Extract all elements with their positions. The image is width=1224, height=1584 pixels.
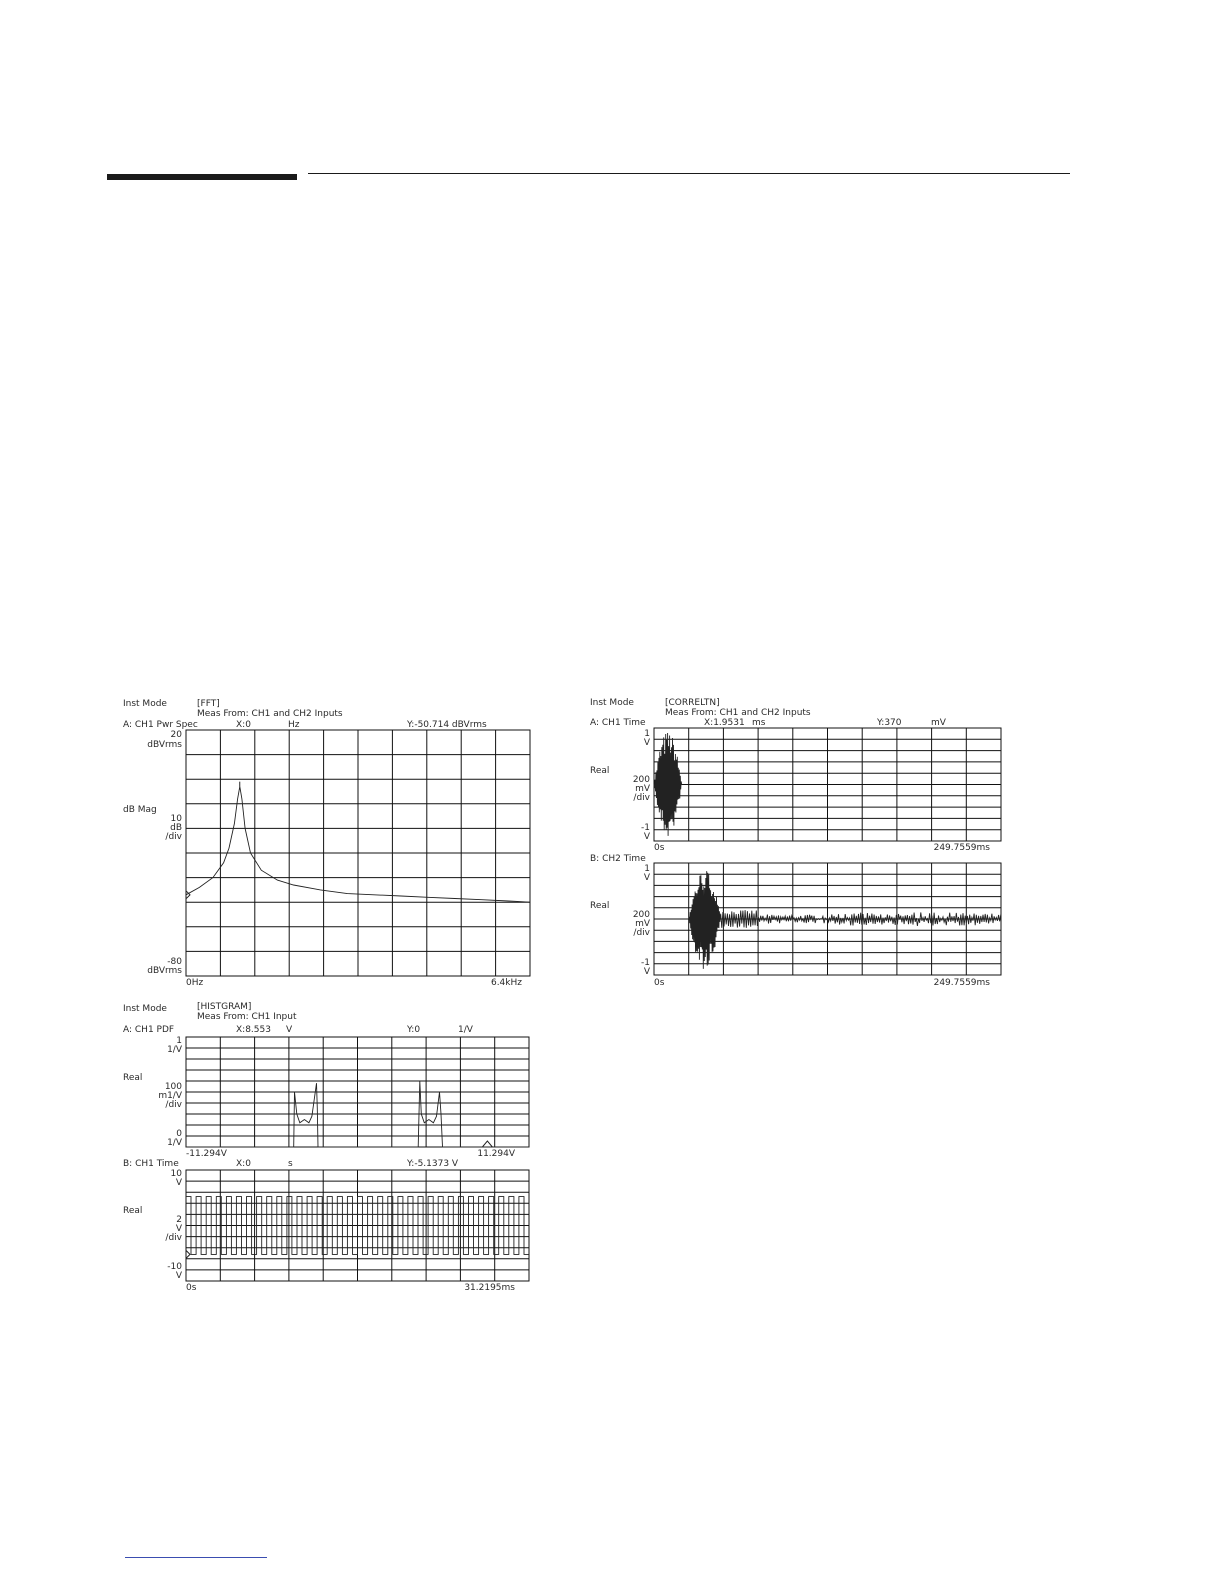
x-start-label: 0s <box>654 843 665 853</box>
scale-value: 200 <box>632 775 650 785</box>
scale-unit: V <box>175 1224 182 1234</box>
scale-div: /div <box>165 1100 182 1110</box>
x-marker-readout: X:1.9531 <box>704 718 745 728</box>
hist-pdf-marker <box>482 1141 492 1147</box>
bottom-value: -80 <box>167 957 182 967</box>
scale-unit: m1/V <box>158 1091 182 1101</box>
bottom-unit: V <box>175 1271 182 1281</box>
scale-value: 100 <box>164 1082 182 1092</box>
x-start-label: 0s <box>186 1283 197 1293</box>
trace-label: A: CH1 PDF <box>123 1025 175 1035</box>
inst-mode-label: Inst Mode <box>590 698 634 708</box>
scale-div: /div <box>633 928 650 938</box>
format-label: Real <box>123 1206 143 1216</box>
y-marker-readout: Y:370 <box>877 718 902 728</box>
top-value: 1 <box>644 729 650 739</box>
scale-unit: mV <box>635 784 650 794</box>
scale-unit: dB <box>170 823 182 833</box>
top-value: 20 <box>170 730 182 740</box>
y-marker-readout: Y:0 <box>407 1025 421 1035</box>
scale-value: 2 <box>176 1215 182 1225</box>
scale-value: 200 <box>632 910 650 920</box>
trace-label: A: CH1 Time <box>590 718 646 728</box>
meas-from: Meas From: CH1 and CH2 Inputs <box>665 708 811 718</box>
top-unit: V <box>175 1178 182 1188</box>
y-marker-unit: mV <box>931 718 946 728</box>
trace-label: B: CH2 Time <box>590 854 646 864</box>
inst-mode-label: Inst Mode <box>123 699 167 709</box>
x-marker-unit: Hz <box>288 720 300 730</box>
scale-value: 10 <box>170 814 182 824</box>
y-marker-readout: Y:-5.1373 V <box>407 1159 459 1169</box>
trace-label: A: CH1 Pwr Spec <box>123 720 198 730</box>
x-start-label: -11.294V <box>186 1149 227 1159</box>
bottom-unit: 1/V <box>167 1138 182 1148</box>
x-end-label: 11.294V <box>477 1149 515 1159</box>
format-label: Real <box>123 1073 143 1083</box>
bottom-value: -1 <box>641 823 650 833</box>
scale-div: /div <box>633 793 650 803</box>
bottom-value: 0 <box>176 1129 182 1139</box>
format-label: Real <box>590 901 610 911</box>
bottom-unit: V <box>643 832 650 842</box>
format-label: Real <box>590 766 610 776</box>
corr-panel-0-trace <box>654 733 682 836</box>
mode-name: [HISTGRAM] <box>197 1002 252 1012</box>
x-marker-unit: s <box>288 1159 293 1169</box>
x-end-label: 6.4kHz <box>490 978 522 988</box>
y-marker-readout: Y:-50.714 dBVrms <box>407 720 487 730</box>
top-unit: 1/V <box>167 1045 182 1055</box>
scale-div: /div <box>165 1233 182 1243</box>
bottom-unit: dBVrms <box>147 966 182 976</box>
bottom-value: -10 <box>167 1262 182 1272</box>
trace-label: B: CH1 Time <box>123 1159 179 1169</box>
scale-div: /div <box>165 832 182 842</box>
format-label: dB Mag <box>123 805 157 815</box>
x-end-label: 31.2195ms <box>464 1283 515 1293</box>
top-value: 1 <box>176 1036 182 1046</box>
x-marker-unit: ms <box>752 718 766 728</box>
scale-unit: mV <box>635 919 650 929</box>
x-end-label: 249.7559ms <box>933 843 990 853</box>
top-unit: dBVrms <box>147 740 182 750</box>
x-start-label: 0Hz <box>186 978 204 988</box>
mode-name: [CORRELTN] <box>665 698 720 708</box>
x-start-label: 0s <box>654 978 665 988</box>
inst-mode-label: Inst Mode <box>123 1004 167 1014</box>
top-unit: V <box>643 738 650 748</box>
meas-from: Meas From: CH1 and CH2 Inputs <box>197 709 343 719</box>
top-unit: V <box>643 873 650 883</box>
x-end-label: 249.7559ms <box>933 978 990 988</box>
meas-from: Meas From: CH1 Input <box>197 1012 297 1022</box>
footer-rule <box>125 1557 267 1558</box>
x-marker-readout: X:8.553 <box>236 1025 271 1035</box>
bottom-unit: V <box>643 967 650 977</box>
y-marker-unit: 1/V <box>458 1025 473 1035</box>
x-marker-readout: X:0 <box>236 1159 251 1169</box>
bottom-value: -1 <box>641 958 650 968</box>
mode-name: [FFT] <box>197 699 220 709</box>
x-marker-readout: X:0 <box>236 720 251 730</box>
top-value: 1 <box>644 864 650 874</box>
x-marker-unit: V <box>286 1025 293 1035</box>
top-value: 10 <box>170 1169 182 1179</box>
hist-time-ref-marker <box>186 1250 190 1258</box>
